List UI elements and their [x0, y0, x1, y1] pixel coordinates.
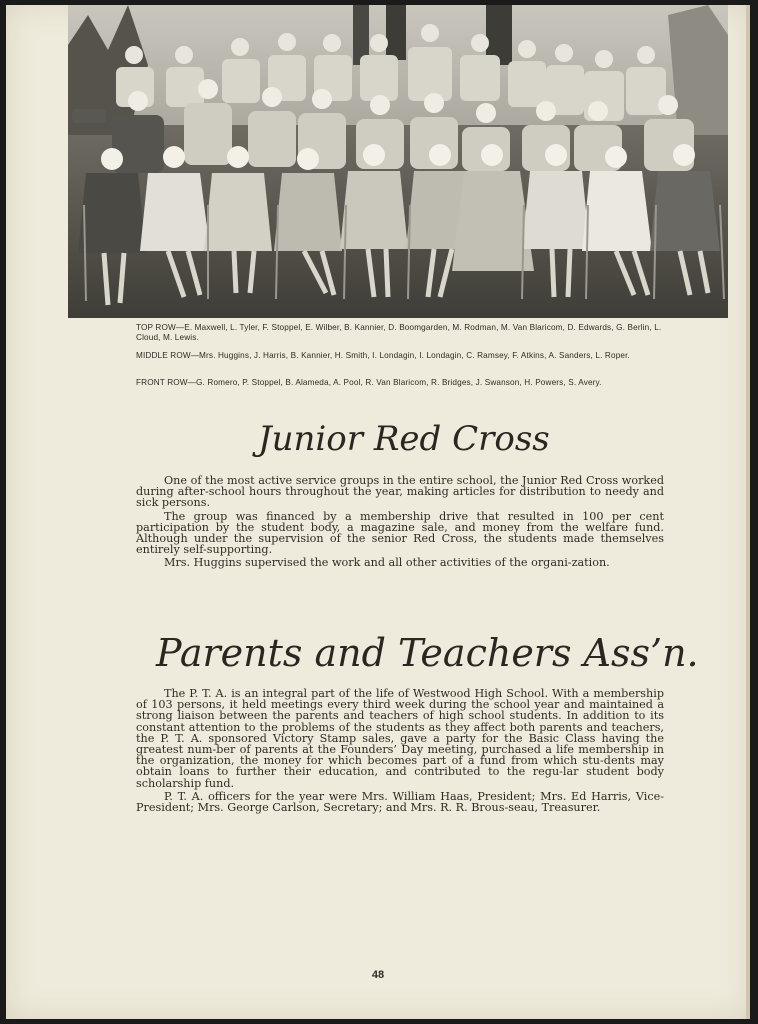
paragraph: P. T. A. officers for the year were Mrs. William Haas, President; Mrs. Ed Harris, Vice-President; Mrs. George Carlson, Secretary; and Mrs. R. R. Brous-seau, Treasurer.	[136, 789, 664, 815]
caption-front-row: FRONT ROW—G. Romero, P. Stoppel, B. Alameda, A. Pool, R. Van Blaricom, R. Bridges, J. Swanson, H. Powers, S. Avery.	[136, 378, 602, 387]
caption-top-row: TOP ROW—E. Maxwell, L. Tyler, F. Stoppel, E. Wilber, B. Kannier, D. Boomgarden, M. Rodman, M. Van Blaricom, D. Edwards, G. Berlin, L. Cloud, M. Lewis.	[136, 323, 662, 342]
section-title-junior-red-cross: Junior Red Cross	[258, 419, 550, 459]
page-number: 48	[371, 969, 385, 981]
pta-body	[136, 688, 664, 815]
caption-middle-row: MIDDLE ROW—Mrs. Huggins, J. Harris, B. Kannier, H. Smith, I. Londagin, I. Londagin, C. Ramsey, F. Atkins, A. Sanders, L. Roper.	[136, 351, 630, 360]
page-edge	[746, 5, 750, 1019]
section-title-pta: Parents and Teachers Ass’n.	[156, 631, 699, 675]
paragraph: One of the most active service groups in the entire school, the Junior Red Cross worked during after-school hours throughout the year, making articles for distribution to needy and sick persons.	[136, 474, 664, 510]
junior-red-cross-body	[136, 475, 664, 571]
yearbook-page	[6, 5, 750, 1019]
paragraph: The P. T. A. is an integral part of the life of Westwood High School. With a membership of 103 persons, it held meetings every third week during the school year and maintained a strong liaison between the parents and teachers of high school students. In addition to its constant attention to the problems of the students as they affect both parents and teachers, the P. T. A. sponsored Victory Stamp sales, gave a party for the Basic Class having the greatest num-ber of parents at the Founders’ Day meeting, purchased a life membership in the organization, the money for which becomes part of a fund from which stu-dents may obtain loans to further their education, and contributed to the regu-lar student body scholarship fund.	[136, 687, 664, 790]
paragraph: The group was financed by a membership drive that resulted in 100 per cent participation by the student body, a magazine sale, and money from the welfare fund. Although under the supervision of the senior Red Cross, the students made themselves entirely self-supporting.	[136, 509, 664, 557]
group-photo	[68, 5, 728, 318]
group-photo-image	[68, 5, 728, 318]
paragraph: Mrs. Huggins supervised the work and all other activities of the organi-zation.	[164, 556, 610, 570]
